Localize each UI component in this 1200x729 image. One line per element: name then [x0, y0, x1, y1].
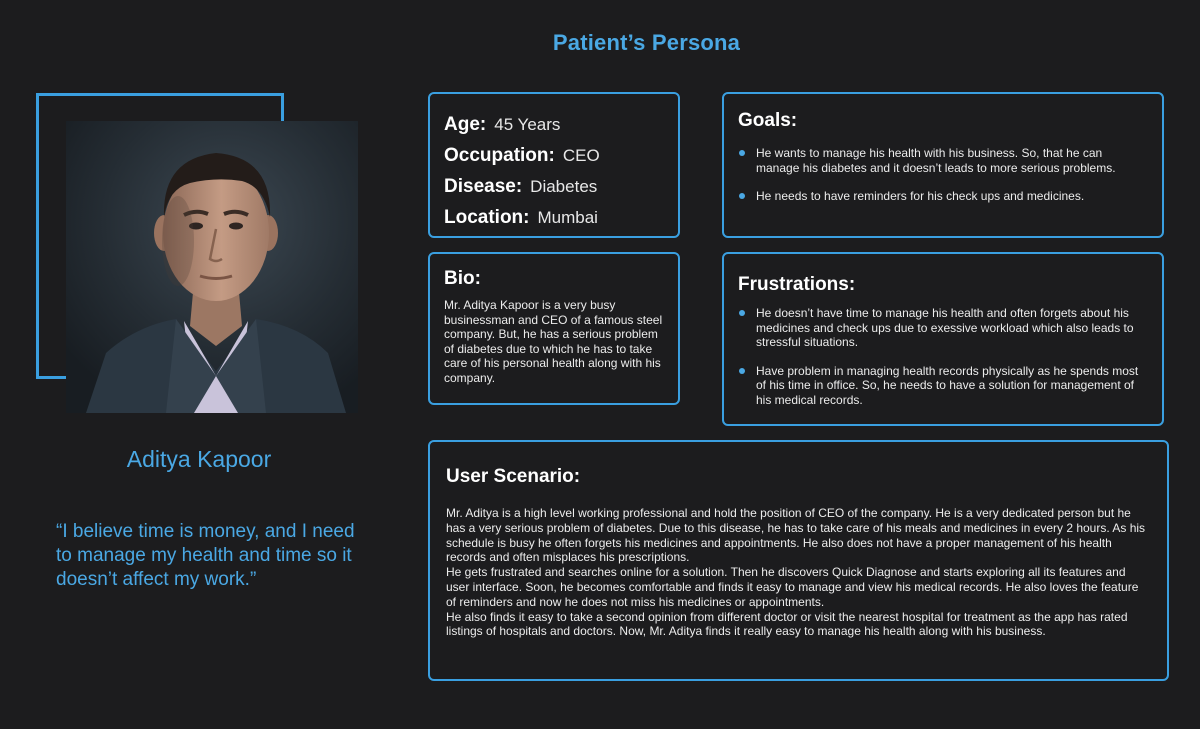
- disease-row: [444, 171, 664, 202]
- frustrations-heading: Frustrations:: [738, 274, 856, 295]
- bio-card: [428, 252, 680, 405]
- age-value: 45 Years: [494, 115, 561, 134]
- scenario-paragraph: Mr. Aditya is a high level working professional and hold the position of CEO of the company. He is a very dedicated person but he has a very serious problem of diabetes. Due to this disease, he has to take care of his meals and medicines in every 2 hours. As his schedule is busy he often forgets his medicines and appointments. He also does not have a proper management of his health records and often misplaces his prescriptions.: [446, 506, 1146, 565]
- page-title: Patient’s Persona: [552, 30, 741, 55]
- bullet-icon: [739, 193, 745, 199]
- bullet-icon: [739, 310, 745, 316]
- age-row: [444, 109, 664, 140]
- frustrations-card: [722, 252, 1164, 426]
- person-portrait-icon: [66, 121, 358, 413]
- goal-text: He wants to manage his health with his business. So, that he can manage his diabetes and it doesn’t leads to more serious problems.: [756, 146, 1116, 175]
- persona-name: Aditya Kapoor: [126, 446, 272, 472]
- frustrations-list: [738, 306, 1148, 408]
- bullet-icon: [739, 368, 745, 374]
- list-item: [738, 364, 1148, 408]
- goals-heading: Goals:: [738, 110, 798, 131]
- location-value: Mumbai: [537, 208, 598, 227]
- scenario-heading: User Scenario:: [446, 466, 581, 487]
- info-card: [428, 92, 680, 238]
- user-scenario-card: [428, 440, 1169, 681]
- location-label: Location:: [444, 207, 530, 228]
- persona-photo: [66, 121, 358, 413]
- scenario-paragraph: He also finds it easy to take a second opinion from different doctor or visit the nearest hospital for treatment as the app has rated listings of hospitals and doctors. Now, Mr. Aditya finds it really easy to manage his health along with his business.: [446, 609, 1128, 639]
- bullet-icon: [739, 150, 745, 156]
- bio-text: Mr. Aditya Kapoor is a very busy businessman and CEO of a famous steel company. But, he has a serious problem of diabetes due to which he has to take care of his personal health along with his company.: [444, 298, 663, 385]
- goals-card: [722, 92, 1164, 238]
- frustration-text: He doesn’t have time to manage his health and often forgets about his medicines and check ups due to exessive workload which also leads to stressful situations.: [756, 306, 1134, 350]
- age-label: Age:: [444, 114, 487, 135]
- persona-quote: “I believe time is money, and I need to manage my health and time so it doesn’t affect my work.”: [56, 521, 355, 590]
- location-row: [444, 202, 664, 233]
- scenario-paragraph: He gets frustrated and searches online for a solution. Then he discovers Quick Diagnose and starts exploring all its features and user interface. Soon, he becomes comfortable and finds it easy to manage and view his medical records. He also loves the feature of reminders and now he does not miss his medicines or appointments.: [446, 565, 1139, 609]
- occupation-label: Occupation:: [444, 145, 555, 166]
- list-item: [738, 306, 1148, 350]
- goals-list: [738, 146, 1148, 204]
- frustration-text: Have problem in managing health records physically as he spends most of his time in office. So, he needs to have a solution for management of his medical records.: [756, 363, 1139, 407]
- bio-heading: Bio:: [444, 268, 481, 289]
- list-item: [738, 189, 1148, 204]
- goal-text: He needs to have reminders for his check ups and medicines.: [756, 189, 1085, 204]
- disease-label: Disease:: [444, 176, 523, 197]
- list-item: [738, 146, 1148, 175]
- occupation-row: [444, 140, 664, 171]
- occupation-value: CEO: [562, 146, 600, 165]
- scenario-text: [446, 506, 1151, 639]
- disease-value: Diabetes: [530, 177, 598, 196]
